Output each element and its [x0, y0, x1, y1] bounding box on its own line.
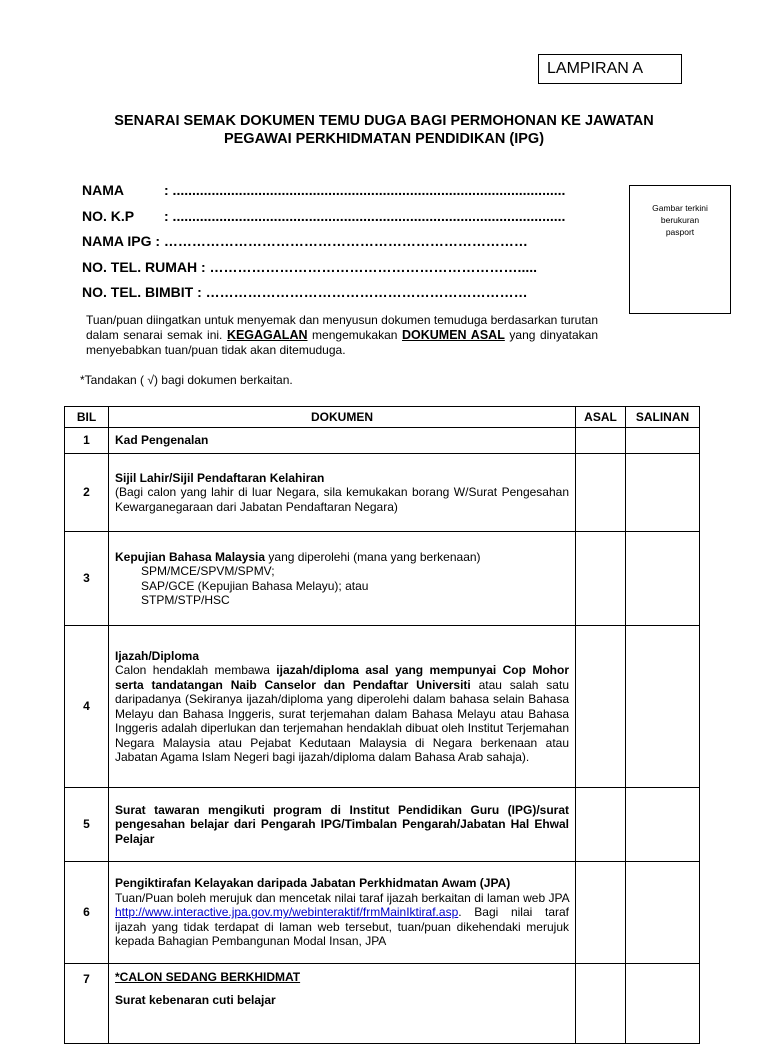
row-number: 4 — [65, 626, 109, 788]
field-nama[interactable] — [82, 178, 602, 204]
salinan-checkbox-cell[interactable] — [626, 964, 700, 1044]
field-no-tel-bimbit[interactable] — [82, 280, 602, 306]
notice-text: mengemukakan — [307, 328, 402, 342]
table-row — [65, 862, 700, 964]
table-row — [65, 626, 700, 788]
field-fill: : …………………………………………………………………… — [151, 233, 528, 249]
field-fill: : …………………………………………………………… — [193, 284, 528, 300]
row-document: Kad Pengenalan — [109, 428, 576, 454]
asal-checkbox-cell[interactable] — [576, 862, 626, 964]
row-document-body — [115, 891, 569, 949]
photo-text-3: pasport — [665, 227, 695, 237]
row-document-title: Sijil Lahir/Sijil Pendaftaran Kelahiran — [115, 470, 325, 485]
body-text: . Bagi nilai taraf ijazah yang tidak terdapat di laman web tersebut, tuan/puan dikehendaki merujuk kepada Bahagian Pembangunan Modal Insan, JPA — [115, 905, 569, 949]
notice-dokumen-asal: DOKUMEN ASAL — [402, 328, 505, 342]
body-text: Tuan/Puan boleh merujuk dan mencetak nilai taraf ijazah berkaitan di laman web JPA — [115, 890, 569, 905]
qualification-line: STPM/STP/HSC — [141, 593, 230, 607]
table-row — [65, 428, 700, 454]
field-label: NO. K.P — [82, 207, 135, 224]
field-fill: : ..................................................................................................... — [164, 207, 566, 224]
header-bil: BIL — [65, 407, 109, 428]
notice-text: Tuan/puan diingatkan untuk menyemak dan menyusun dokumen temuduga berdasarkan turutan dalam senarai semak ini. — [86, 313, 598, 342]
photo-text-1: Gambar terkini — [652, 203, 708, 213]
salinan-checkbox-cell[interactable] — [626, 428, 700, 454]
table-row — [65, 532, 700, 626]
table-row — [65, 964, 700, 1044]
body-bold-text: ijazah/diploma asal yang mempunyai Cop Mohor serta tandatangan Naib Canselor dan Pendaftar Universiti — [115, 663, 570, 692]
row-document-title: *CALON SEDANG BERKHIDMAT — [115, 970, 301, 984]
body-text: Calon hendaklah membawa — [115, 663, 277, 677]
row-document-body — [115, 663, 569, 765]
row-number: 3 — [65, 532, 109, 626]
tick-instruction: *Tandakan ( √) bagi dokumen berkaitan. — [80, 373, 293, 387]
header-dokumen: DOKUMEN — [109, 407, 576, 428]
header-salinan: SALINAN — [626, 407, 700, 428]
row-document-title: Ijazah/Diploma — [115, 648, 200, 663]
salinan-checkbox-cell[interactable] — [626, 454, 700, 532]
asal-checkbox-cell[interactable] — [576, 532, 626, 626]
asal-checkbox-cell[interactable] — [576, 454, 626, 532]
row-document-title-rest: yang diperolehi (mana yang berkenaan) — [265, 549, 481, 564]
jpa-website-link[interactable]: http://www.interactive.jpa.gov.my/webinteraktif/frmMainIktiraf.asp — [115, 905, 459, 920]
row-number: 1 — [65, 428, 109, 454]
field-label: NO. TEL. BIMBIT — [82, 284, 194, 300]
table-row — [65, 788, 700, 862]
field-nama-ipg[interactable] — [82, 229, 602, 255]
table-header-row — [65, 407, 700, 428]
row-document — [109, 862, 576, 964]
salinan-checkbox-cell[interactable] — [626, 788, 700, 862]
asal-checkbox-cell[interactable] — [576, 626, 626, 788]
notice-text: yang dinyatakan menyebabkan tuan/puan tidak akan ditemuduga. — [86, 328, 599, 357]
salinan-checkbox-cell[interactable] — [626, 862, 700, 964]
field-label: NO. TEL. RUMAH — [82, 258, 198, 275]
row-document-title: Kepujian Bahasa Malaysia — [115, 549, 266, 564]
table-row — [65, 454, 700, 532]
salinan-checkbox-cell[interactable] — [626, 626, 700, 788]
asal-checkbox-cell[interactable] — [576, 964, 626, 1044]
row-document-body: (Bagi calon yang lahir di luar Negara, sila kemukakan borang W/Surat Pengesahan Kewarganegaraan dari Jabatan Pendaftaran Negara) — [115, 485, 569, 514]
asal-checkbox-cell[interactable] — [576, 788, 626, 862]
qualification-line: SAP/GCE (Kepujian Bahasa Melayu); atau — [141, 578, 369, 593]
title-line-1: SENARAI SEMAK DOKUMEN TEMU DUGA BAGI PERMOHONAN KE JAWATAN — [114, 113, 654, 129]
field-label: NAMA IPG — [82, 233, 152, 249]
passport-photo-box — [629, 185, 731, 314]
row-number: 7 — [65, 964, 109, 1044]
document-checklist-table — [64, 406, 700, 1044]
row-document: Surat tawaran mengikuti program di Institut Pendidikan Guru (IPG)/surat pengesahan belajar dari Pengarah IPG/Timbalan Pengarah/Jabatan Hal Ehwal Pelajar — [109, 788, 576, 862]
asal-checkbox-cell[interactable] — [576, 428, 626, 454]
title-line-2: PEGAWAI PERKHIDMATAN PENDIDIKAN (IPG) — [223, 131, 545, 147]
field-label: NAMA — [82, 182, 124, 198]
notice-kegagalan: KEGAGALAN — [226, 328, 308, 342]
applicant-fields — [82, 178, 602, 306]
field-fill: : …………………………………………………………..... — [197, 258, 537, 275]
row-document — [109, 454, 576, 532]
document-title — [60, 112, 708, 148]
qualification-line: SPM/MCE/SPVM/SPMV; — [141, 564, 275, 578]
field-no-kp[interactable] — [82, 204, 602, 230]
notice-paragraph — [86, 313, 598, 358]
salinan-checkbox-cell[interactable] — [626, 532, 700, 626]
row-document-body: Surat kebenaran cuti belajar — [115, 992, 276, 1007]
body-text: atau salah satu daripadanya (Sekiranya ijazah/diploma yang diperolehi dalam bahasa selain Bahasa Melayu dan Bahasa Inggeris, surat terjemahan dalam Bahasa Melayu atau Bahasa Inggeris adalah diperlukan dan terjemahan hendaklah dibuat oleh Institut Terjemahan Negara Malaysia atau Pejabat Kedutaan Malaysia di Negara berkenaan atau Jabatan Agama Islam Negeri bagi ijazah/diploma dalam Bahasa Arab sahaja). — [115, 677, 569, 764]
field-fill: : ..................................................................................................... — [164, 182, 566, 198]
row-number: 2 — [65, 454, 109, 532]
header-asal: ASAL — [576, 407, 626, 428]
photo-text-2: berukuran — [660, 215, 700, 225]
row-number: 5 — [65, 788, 109, 862]
field-no-tel-rumah[interactable] — [82, 255, 602, 281]
row-document — [109, 532, 576, 626]
lampiran-label: LAMPIRAN A — [538, 54, 682, 84]
row-document-title: Pengiktirafan Kelayakan daripada Jabatan Perkhidmatan Awam (JPA) — [115, 876, 511, 891]
row-document — [109, 964, 576, 1044]
row-number: 6 — [65, 862, 109, 964]
row-document — [109, 626, 576, 788]
